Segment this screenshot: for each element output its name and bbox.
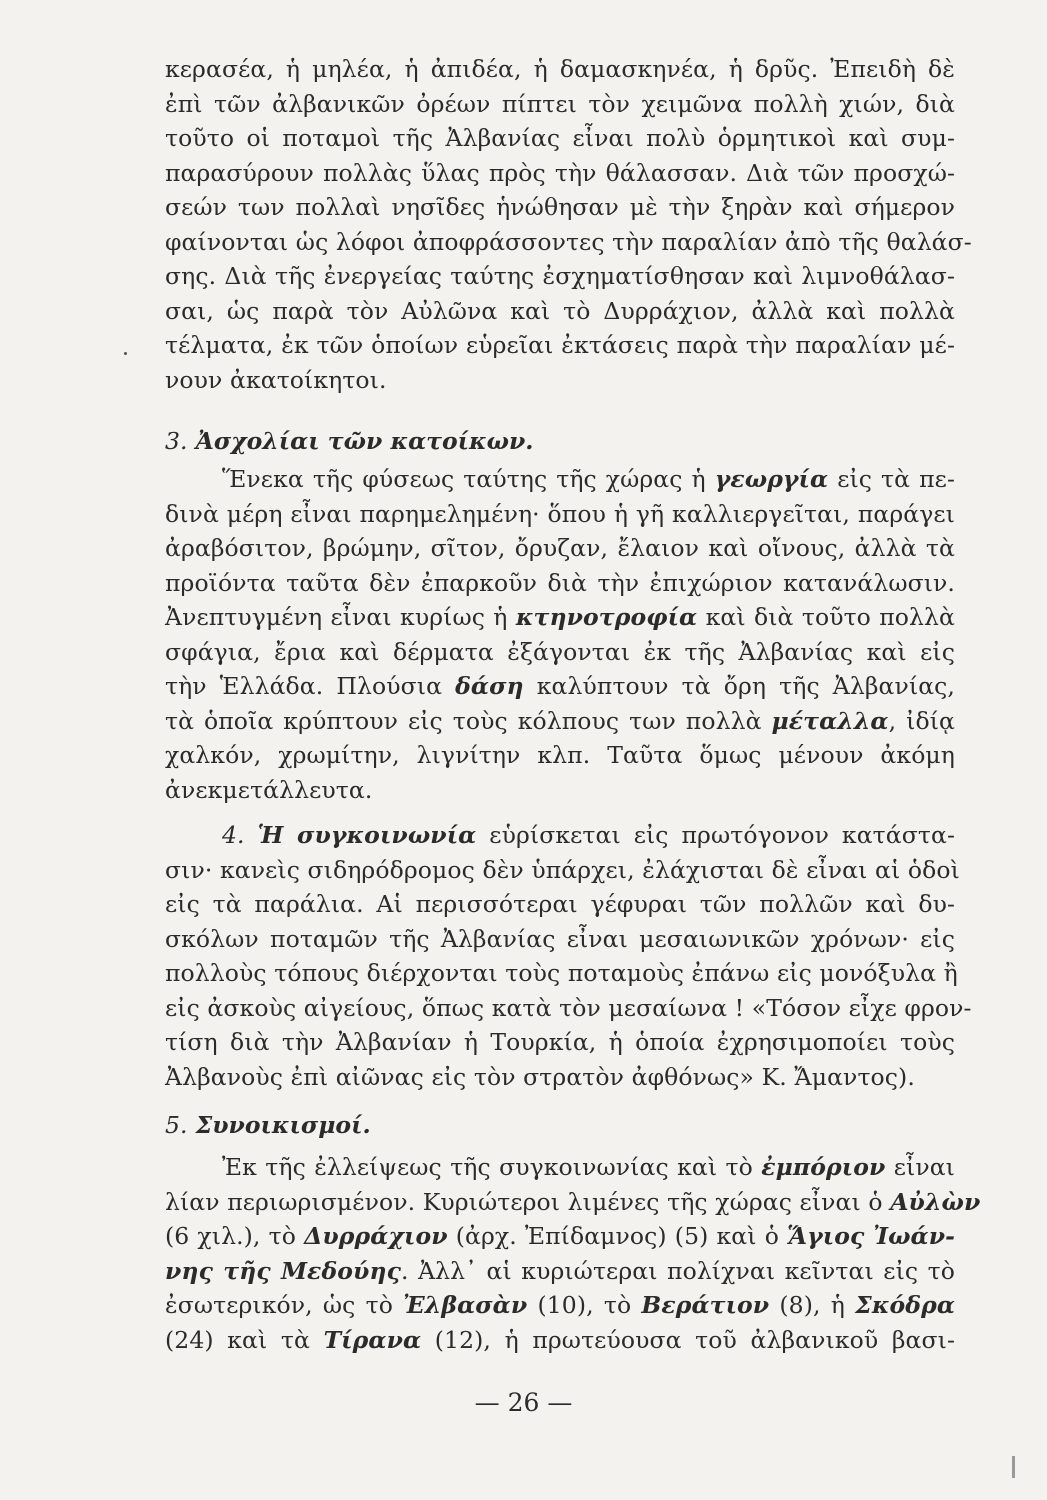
place-name: νης τῆς Μεδούης — [165, 1256, 401, 1285]
text-line: παρασύρουν πολλὰς ὕλας πρὸς τὴν θάλασσαν. Διὰ τῶν προσχώ- — [165, 158, 955, 187]
section-title: Συνοικισμοί. — [195, 1111, 371, 1139]
paragraph-occupations — [165, 462, 955, 807]
text-line: σης. Διὰ τῆς ἐνεργείας ταύτης ἐσχηματίσθησαν καὶ λιμνοθάλασ- — [165, 262, 955, 290]
text-line: φαίνονται ὡς λόφοι ἀποφράσσοντες τὴν παραλίαν ἀπὸ τῆς θαλάσ- — [165, 227, 972, 256]
place-name: Τίρανα — [323, 1325, 422, 1354]
text-line: (6 χιλ.), τὸ Δυρράχιον (ἀρχ. Ἐπίδαμνος) (5) καὶ ὁ Ἅγιος Ἰωάν- — [165, 1222, 956, 1250]
text-line: σφάγια, ἔρια καὶ δέρματα ἐξάγονται ἐκ τῆς Ἀλβανίας καὶ εἰς — [165, 637, 955, 666]
margin-mark — [124, 352, 127, 355]
text-line: ἐπὶ τῶν ἀλβανικῶν ὀρέων πίπτει τὸν χειμῶνα πολλὴ χιών, διὰ — [165, 89, 955, 118]
text-line: ἐσωτερικόν, ὡς τὸ Ἐλβασὰν (10), τὸ Βεράτιον (8), ἡ Σκόδρα — [165, 1291, 955, 1319]
text-line: 4. Ἡ συγκοινωνία εὑρίσκεται εἰς πρωτόγονον κατάστα- — [222, 821, 955, 849]
text-line: νης τῆς Μεδούης. Ἀλλ᾽ αἱ κυριώτεραι πολίχναι κεῖνται εἰς τὸ — [165, 1256, 955, 1285]
place-name: Αὐλὼν — [890, 1187, 981, 1216]
scan-artifact — [1012, 1456, 1015, 1478]
section-title: Ἀσχολίαι τῶν κατοίκων. — [195, 427, 534, 455]
keyword-livestock: κτηνοτροφία — [515, 603, 698, 631]
text-line: χαλκόν, χρωμίτην, λιγνίτην κλπ. Ταῦτα ὅμως μένουν ἀκόμη — [165, 741, 955, 769]
text-line: σεών των πολλαὶ νησῖδες ἡνώθησαν μὲ τὴν ξηρὰν καὶ σήμερον — [165, 193, 955, 221]
text-line: σκόλων ποταμῶν τῆς Ἀλβανίας εἶναι μεσαιωνικῶν χρόνων· εἰς — [165, 924, 955, 953]
text-line: ἀραβόσιτον, βρώμην, σῖτον, ὄρυζαν, ἔλαιον καὶ οἴνους, ἀλλὰ τὰ — [165, 534, 955, 562]
section-number: 5. — [165, 1111, 188, 1139]
text-line: λίαν περιωρισμένον. Κυριώτεροι λιμένες τῆς χώρας εἶναι ὁ Αὐλὼν — [165, 1187, 981, 1216]
text-line: τὴν Ἑλλάδα. Πλούσια δάση καλύπτουν τὰ ὄρη τῆς Ἀλβανίας, — [165, 672, 956, 700]
paragraph-settlements — [165, 1150, 981, 1357]
text-line: δινὰ μέρη εἶναι παρημελημένη· ὅπου ἡ γῆ καλλιεργεῖται, παράγει — [165, 499, 955, 528]
text-line: εἰς ἀσκοὺς αἰγείους, ὅπως κατὰ τὸν μεσαίωνα ! «Τόσον εἶχε φρον- — [165, 993, 972, 1022]
section-heading-3 — [165, 424, 534, 459]
text-line: τοῦτο οἱ ποταμοὶ τῆς Ἀλβανίας εἶναι πολὺ ὁρμητικοὶ καὶ συμ- — [165, 124, 955, 152]
text-line: τίση διὰ τὴν Ἀλβανίαν ἡ Τουρκία, ἡ ὁποία ἐχρησιμοποίει τοὺς — [165, 1028, 955, 1056]
place-name: Δυρράχιον — [304, 1222, 448, 1250]
keyword-communication: Ἡ συγκοινωνία — [257, 821, 477, 849]
text-line: σαι, ὡς παρὰ τὸν Αὐλῶνα καὶ τὸ Δυρράχιον, ἀλλὰ καὶ πολλὰ — [165, 296, 955, 325]
text-line: Ἀλβανοὺς ἐπὶ αἰῶνας εἰς τὸν στρατὸν ἀφθόνως» Κ. Ἄμαντος). — [165, 1062, 915, 1091]
place-name: Ἅγιος Ἰωάν- — [787, 1222, 956, 1250]
text-line: ἀνεκμετάλλευτα. — [165, 775, 373, 804]
keyword-trade: ἐμπόριον — [761, 1153, 886, 1181]
text-line: τέλματα, ἐκ τῶν ὁποίων εὑρεῖαι ἐκτάσεις παρὰ τὴν παραλίαν μέ- — [165, 331, 955, 359]
text-line: εἰς τὰ παράλια. Αἱ περισσότεραι γέφυραι τῶν πολλῶν καὶ δυ- — [165, 890, 955, 918]
keyword-agriculture: γεωργία — [714, 465, 829, 493]
place-name: Σκόδρα — [855, 1291, 955, 1319]
text-line: προϊόντα ταῦτα δὲν ἐπαρκοῦν διὰ τὴν ἐπιχώριον κατανάλωσιν. — [165, 568, 955, 597]
text-line: τὰ ὁποῖα κρύπτουν εἰς τοὺς κόλπους των πολλὰ μέταλλα, ἰδίᾳ — [165, 706, 955, 735]
text-line: Ἕνεκα τῆς φύσεως ταύτης τῆς χώρας ἡ γεωργία εἰς τὰ πε- — [222, 465, 955, 493]
text-line: (24) καὶ τὰ Τίρανα (12), ἡ πρωτεύουσα τοῦ ἀλβανικοῦ βασι- — [165, 1325, 955, 1354]
text-line: σιν· κανεὶς σιδηρόδρομος δὲν ὑπάρχει, ἐλάχισται δὲ εἶναι αἱ ὁδοὶ — [165, 855, 960, 884]
place-name: Ἐλβασὰν — [403, 1291, 528, 1319]
keyword-forests: δάση — [455, 672, 524, 700]
text-line: πολλοὺς τόπους διέρχονται τοὺς ποταμοὺς ἐπάνω εἰς μονόξυλα ἢ — [165, 959, 958, 987]
section-heading-5 — [165, 1108, 371, 1143]
page-number: — 26 — — [474, 1388, 573, 1417]
paragraph-communication — [165, 818, 972, 1094]
keyword-metals: μέταλλα — [771, 706, 889, 735]
text-line: νουν ἀκατοίκητοι. — [165, 365, 387, 394]
text-line: κερασέα, ἡ μηλέα, ἡ ἀπιδέα, ἡ δαμασκηνέα, ἡ δρῦς. Ἐπειδὴ δὲ — [165, 55, 955, 83]
paragraph-rivers — [165, 52, 972, 397]
text-line: Ἀνεπτυγμένη εἶναι κυρίως ἡ κτηνοτροφία καὶ διὰ τοῦτο πολλὰ — [165, 603, 956, 631]
section-number: 4. — [222, 821, 245, 849]
place-name: Βεράτιον — [641, 1291, 770, 1319]
section-number: 3. — [165, 427, 188, 455]
text-line: Ἐκ τῆς ἐλλείψεως τῆς συγκοινωνίας καὶ τὸ ἐμπόριον εἶναι — [222, 1153, 955, 1181]
